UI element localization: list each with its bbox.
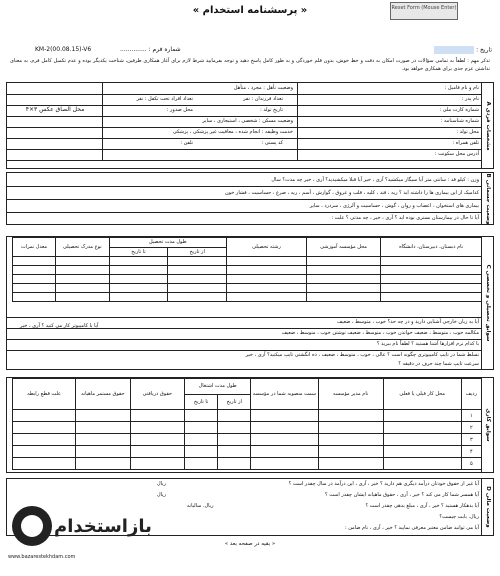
work-row-number: ۵	[461, 458, 481, 470]
other-income-unit: ریال	[157, 481, 166, 487]
work-header-manager: نام مدیر مؤسسه	[318, 379, 383, 410]
personal-section-label: مشخصات فردی A	[481, 83, 493, 168]
marital-status[interactable]: وضعیت تأهل : مجرد ، متأهل	[233, 85, 293, 91]
issue-place-label: محل صدور :	[166, 107, 193, 113]
status-section	[6, 172, 494, 225]
work-section-label: سوابق کاری	[481, 378, 493, 472]
typing-speed-row[interactable]: سرعت تایپ شما چند حرف در دقیقه ؟	[398, 361, 479, 367]
hospital-row[interactable]: آیا تا حال در بیمارستان بستری بوده اید ؟ آری ، خیر ، چه مدتی ؟ علت :	[331, 215, 479, 221]
spouse-income-row[interactable]: آیا همسر شما کار می کند ؟ خیر ، آری ، حقوق ماهیانه ایشان چقدر است ؟	[325, 492, 479, 498]
edu-header-duration: طول مدت تحصیل	[109, 238, 227, 248]
children-count: تعداد فرزندان : نفر	[243, 96, 283, 102]
birth-date-label: تاریخ تولد :	[260, 107, 283, 113]
guarantor-row[interactable]: آیا می توانید ضامن معتبر معرفی نمایید ؟ خیر ، آری ، نام ضامن :	[344, 525, 479, 531]
work-header-position: سمت منصوبه شما در مؤسسه	[251, 379, 318, 410]
housing-status[interactable]: وضعیت مسکن : شخصی ، استیجاری ، سایر	[202, 118, 293, 124]
dependents-count: تعداد افراد تحت تکفل : نفر	[136, 96, 193, 102]
spouse-income-unit: ریال	[157, 492, 166, 498]
weight-height-row[interactable]: وزن : کیلو قد : سانتی متر آیا سیگار میکشید؟ آری ، خیر آیا قبلا میکشیدید؟ آری ، خیر چه مدت؟ سال	[271, 177, 479, 183]
diseases-row-2[interactable]: بیماری های استخوان ، اعصاب و روان ، گوش ، حساسیت و آلرژی ، سردرد ، سایر	[309, 203, 479, 209]
work-header-from: از تاریخ	[218, 394, 251, 410]
form-number: شماره فرم : ..............	[120, 46, 181, 53]
logo-badge-icon	[12, 506, 52, 546]
photo-placeholder[interactable]: محل الصاق عکس ۳×۴	[25, 106, 85, 113]
work-header-workplace: محل کار قبلی یا فعلی	[383, 379, 461, 410]
birth-cert-label: شماره شناسنامه :	[440, 118, 479, 124]
work-row-number: ۱	[461, 410, 481, 422]
personal-section	[6, 82, 494, 169]
work-header-salary: حقوق دریافتی	[130, 379, 184, 410]
financial-section-label: وضعیت مالی D	[481, 479, 493, 535]
date-input[interactable]	[434, 46, 474, 54]
national-id-label: شماره کارت ملی :	[439, 107, 479, 113]
work-header-duration: طول مدت اشتغال	[185, 379, 251, 395]
typing-row[interactable]: تسلط شما در تایپ کامپیوتری چگونه است ؟ عالی ، خوب ، متوسط ، ضعیف ، ده انگشتی تایپ میکنید؟ آری ، خیر	[245, 352, 479, 358]
foreign-language-row[interactable]: آیا به زبان خارجی آشنایی دارید و در چه حد؟ خوب ، متوسط ، ضعیف	[337, 319, 479, 325]
mobile-label: تلفن همراه :	[452, 140, 479, 146]
edu-header-school: نام دبستان، دبیرستان، دانشگاه	[381, 238, 482, 257]
edu-header-location: محل مؤسسه آموزشی	[306, 238, 380, 257]
work-header-row: ردیف	[461, 379, 481, 410]
name-label: نام و نام فامیل :	[444, 85, 479, 91]
language-level-row[interactable]: مکالمه خوب ، متوسط ، ضعیف خواندن خوب ، متوسط ، ضعیف نوشتن خوب ، متوسط ، ضعیف	[281, 330, 479, 336]
military-status[interactable]: خدمت وظیفه : انجام شده ، معافیت غیر پزشکی ، پزشکی	[172, 129, 293, 135]
edu-header-degree: نوع مدرک تحصیلی	[56, 238, 110, 257]
date-field: تاریخ :	[434, 46, 492, 54]
work-header-to: تا تاریخ	[185, 394, 218, 410]
work-section	[6, 377, 494, 473]
work-row-number: ۴	[461, 446, 481, 458]
father-name-label: نام پدر :	[461, 96, 479, 102]
phone-label: تلفن :	[180, 140, 193, 146]
reset-form-button[interactable]: Reset Form (Mouse Enter)	[390, 2, 458, 20]
computer-use-row[interactable]: آیا با کامپیوتر کار می کنید ؟ آری ، خیر	[20, 323, 99, 329]
education-section	[6, 236, 494, 370]
software-row[interactable]: با کدام نرم افزارها آشنا هستید ؟ لطفاً نام ببرید ؟	[376, 341, 479, 347]
birth-place-label: محل تولد :	[456, 129, 479, 135]
edu-header-from: از تاریخ	[168, 247, 227, 257]
address-label: آدرس محل سکونت :	[434, 151, 479, 157]
form-code: KM-2(00.08.15)-V6	[35, 46, 92, 53]
debt-reason-row[interactable]: ریال. بابت چیست؟	[439, 514, 479, 520]
work-header-monthly: حقوق مستمر ماهیانه	[76, 379, 130, 410]
diseases-row[interactable]: کدامیک از این بیماری ها را داشته اید ؟ ریه ، قند ، کلیه ، قلب و عروق ، گوارش ، آسم ، ریه ، صرع ، حساسیت ، فشار خون	[224, 190, 479, 196]
site-logo	[8, 500, 158, 566]
status-section-label: وضعیت جسمانی B	[481, 173, 493, 224]
other-income-row[interactable]: آیا غیر از حقوق خودتان درآمد دیگری هم دارید ؟ خیر ، آری ، این درآمد در سال چقدر است ؟	[288, 481, 479, 487]
education-section-label: سوابق تحصیلی و تخصصی C	[481, 237, 493, 369]
education-table	[12, 237, 482, 302]
notice-text: تذکر مهم : لطفاً به تمامی سؤالات در صورت امکان به دقت و خط خوش، بدون قلم خوردگی و به طور کامل پاسخ دهید و توجه بفرمایید شرط لازم برای آغاز همکاری طرفین، شناخت یکدیگر بوده و عدم تکمیل کامل فرم، به معنای نداشتن عزم جدی برای همکاری خواهد بود.	[10, 58, 490, 72]
work-row-number: ۳	[461, 434, 481, 446]
edu-header-to: تا تاریخ	[109, 247, 168, 257]
work-row-number: ۲	[461, 422, 481, 434]
debt-row[interactable]: آیا بدهکار هستید ؟ خیر ، آری ، مبلغ بدهی چقدر است ؟	[365, 503, 479, 509]
edu-header-gpa: معدل نمرات	[13, 238, 56, 257]
logo-brand: بازاستخدام	[54, 516, 152, 537]
debt-unit: ریال. سالیانه	[187, 503, 214, 509]
logo-site: www.bazarestekhdam.com	[8, 554, 76, 560]
postal-code-label: کد پستی :	[261, 140, 283, 146]
work-header-reason: علت قطع رابطه	[13, 379, 76, 410]
page-title: « پرسشنامه استخدام »	[192, 5, 308, 16]
continue-note: « بقیه در صفحه بعد »	[224, 541, 276, 547]
work-table	[12, 378, 482, 470]
edu-header-field: رشته تحصیلی	[227, 238, 307, 257]
